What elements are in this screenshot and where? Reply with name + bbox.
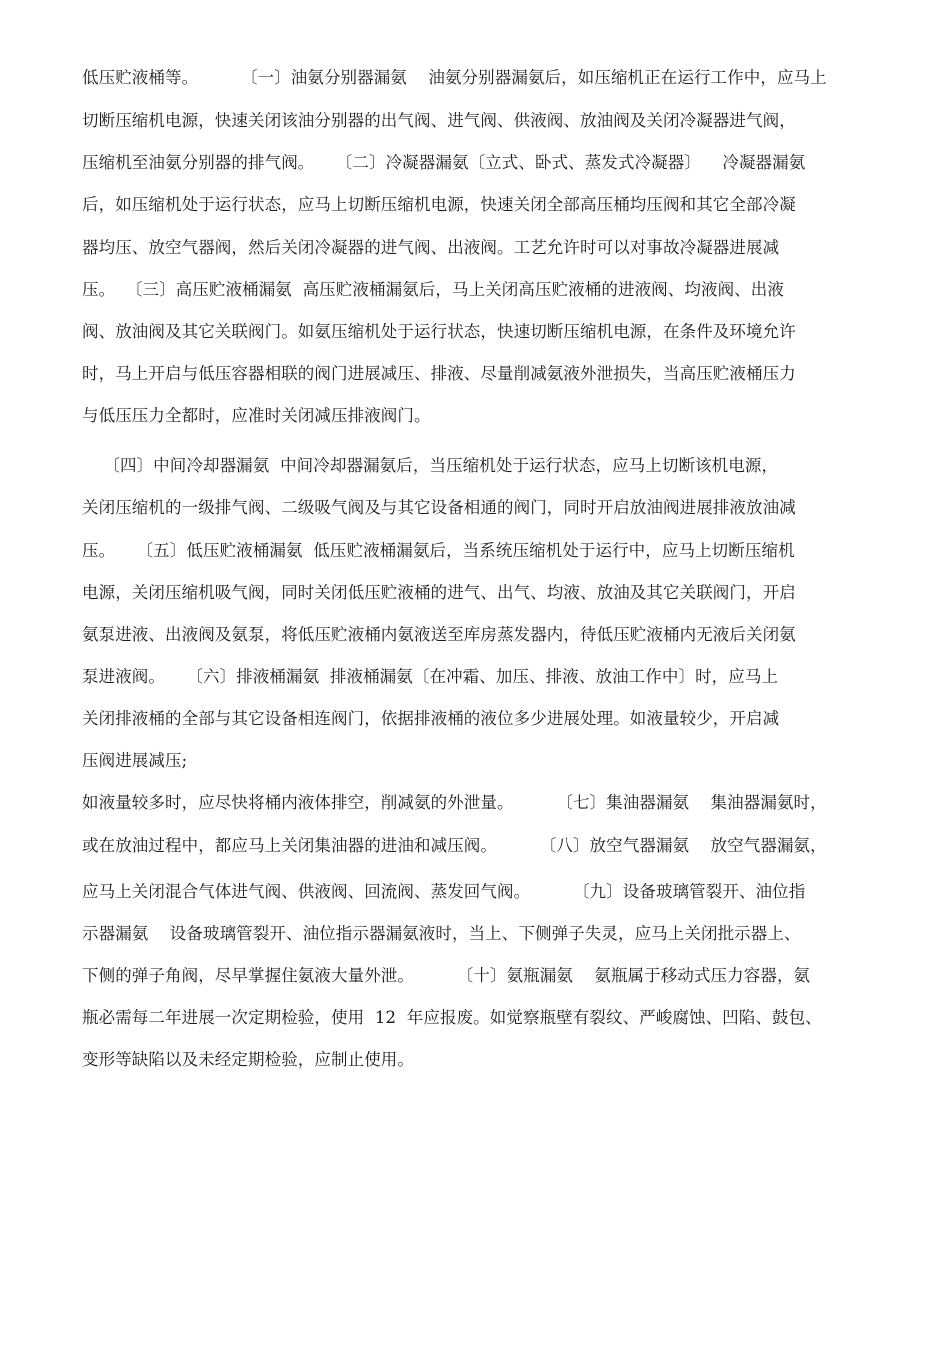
text-line: 瓶必需每二年进展一次定期检验，使用 12 年应报废。如觉察瓶壁有裂纹、严峻腐蚀、凹陷、鼓包、 (82, 1008, 822, 1027)
text-line: 时，马上开启与低压容器相联的阀门进展减压、排液、尽量削减氨液外泄损失，当高压贮液桶压力 (82, 364, 796, 383)
text-line: 或在放油过程中，都应马上关闭集油器的进油和减压阀。 〔八〕放空气器漏氨 放空气器漏氨， (82, 836, 827, 855)
text-line: 关闭压缩机的一级排气阀、二级吸气阀及与其它设备相通的阀门，同时开启放油阀进展排液放油减 (82, 498, 796, 517)
text-line: 下侧的弹子角阀，尽早掌握住氨液大量外泄。 〔十〕氨瓶漏氨 氨瓶属于移动式压力容器，氨 (82, 966, 811, 985)
text-line: 压缩机至油氨分别器的排气阀。 〔二〕冷凝器漏氨〔立式、卧式、蒸发式冷凝器〕 冷凝器漏氨 (82, 153, 806, 172)
text-line: 后，如压缩机处于运行状态，应马上切断压缩机电源，快速关闭全部高压桶均压阀和其它全部冷凝 (82, 195, 796, 214)
text-line: 变形等缺陷以及未经定期检验，应制止使用。 (82, 1050, 414, 1069)
text-line: 泵进液阀。 〔六〕排液桶漏氨 排液桶漏氨〔在冲霜、加压、排液、放油工作中〕时，应马上 (82, 667, 779, 686)
text-line: 关闭排液桶的全部与其它设备相连阀门，依据排液桶的液位多少进展处理。如液量较少，开启减 (82, 709, 780, 728)
text-line: 压。 〔五〕低压贮液桶漏氨 低压贮液桶漏氨后，当系统压缩机处于运行中，应马上切断压缩机 (82, 541, 795, 560)
text-line: 低压贮液桶等。 〔一〕油氨分别器漏氨 油氨分别器漏氨后，如压缩机正在运行工作中，应马上 (82, 68, 827, 87)
text-line: 〔四〕中间冷却器漏氨 中间冷却器漏氨后，当压缩机处于运行状态，应马上切断该机电源， (82, 456, 779, 475)
text-line: 氨泵进液、出液阀及氨泵，将低压贮液桶内氨液送至库房蒸发器内，待低压贮液桶内无液后关闭氨 (82, 625, 796, 644)
text-line: 应马上关闭混合气体进气阀、供液阀、回流阀、蒸发回气阀。 〔九〕设备玻璃管裂开、油位指 (82, 882, 806, 901)
text-line: 如液量较多时，应尽快将桶内液体排空，削减氨的外泄量。 〔七〕集油器漏氨 集油器漏氨时， (82, 793, 827, 812)
text-line: 电源，关闭压缩机吸气阀，同时关闭低压贮液桶的进气、出气、均液、放油及其它关联阀门，开启 (82, 583, 796, 602)
text-line: 阀、放油阀及其它关联阀门。如氨压缩机处于运行状态，快速切断压缩机电源，在条件及环境允许 (82, 322, 796, 341)
text-line: 器均压、放空气器阀，然后关闭冷凝器的进气阀、出液阀。工艺允许时可以对事故冷凝器进展减 (82, 238, 780, 257)
text-line: 压阀进展减压; (82, 751, 188, 770)
text-line: 与低压压力全都时，应准时关闭减压排液阀门。 (82, 406, 431, 425)
text-line: 压。 〔三〕高压贮液桶漏氨 高压贮液桶漏氨后，马上关闭高压贮液桶的进液阀、均液阀、出液 (82, 280, 784, 299)
text-line: 示器漏氨 设备玻璃管裂开、油位指示器漏氨液时，当上、下侧弹子失灵，应马上关闭批示器上、 (82, 924, 801, 943)
text-line: 切断压缩机电源，快速关闭该油分别器的出气阀、进气阀、供液阀、放油阀及关闭冷凝器进气阀， (82, 111, 796, 130)
